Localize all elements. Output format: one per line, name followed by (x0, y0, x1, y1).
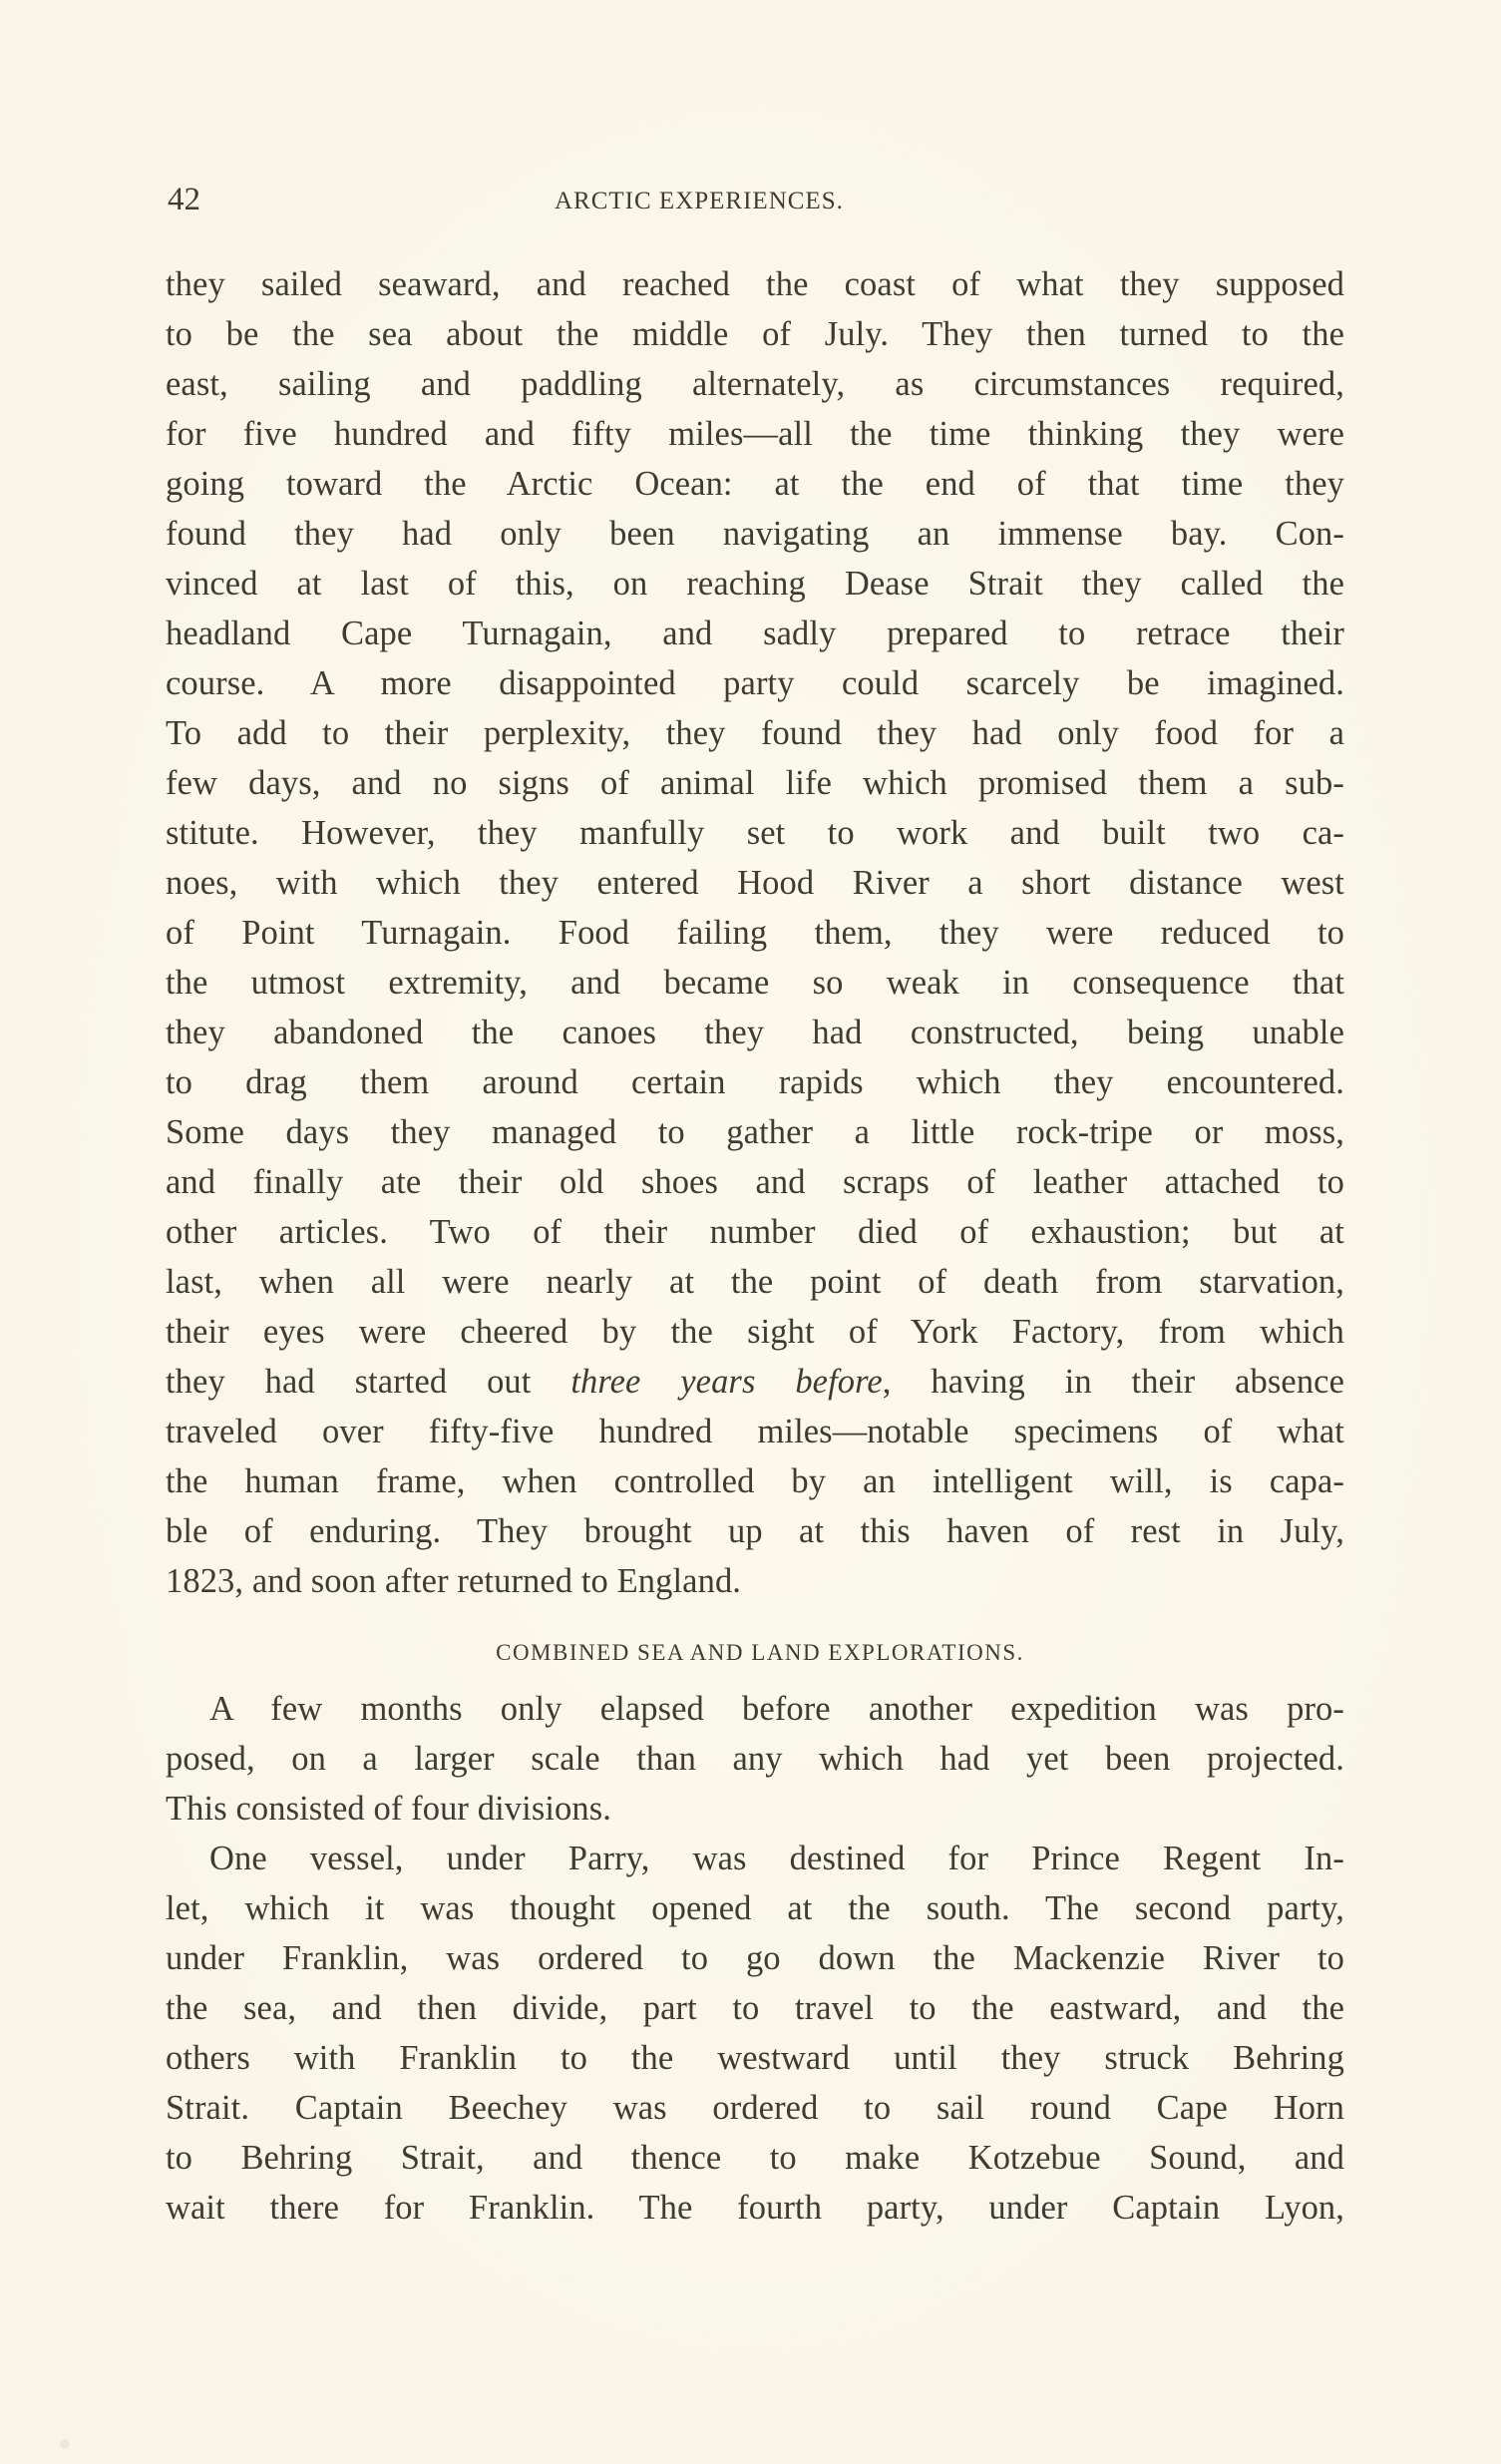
text-line: few days, and no signs of animal life which promised them a sub- (166, 764, 1344, 802)
text-line: other articles. Two of their number died of exhaustion; but at (166, 1213, 1344, 1251)
text-line: others with Franklin to the westward until they struck Behring (166, 2039, 1344, 2077)
page-number: 42 (168, 182, 200, 217)
text-line: to Behring Strait, and thence to make Kotzebue Sound, and (166, 2139, 1344, 2177)
text-segment: , having in their absence (882, 1363, 1344, 1401)
text-line: headland Cape Turnagain, and sadly prepared to retrace their (166, 615, 1344, 652)
text-line: course. A more disappointed party could scarcely be imagined. (166, 664, 1344, 702)
text-line: the human frame, when controlled by an intelligent will, is capa- (166, 1462, 1344, 1500)
text-line: east, sailing and paddling alternately, as circumstances required, (166, 365, 1344, 403)
section-heading: COMBINED SEA AND LAND EXPLORATIONS. (496, 1640, 1024, 1665)
running-title: ARCTIC EXPERIENCES. (555, 188, 844, 214)
text-line: A few months only elapsed before another expedition was pro- (209, 1690, 1344, 1728)
text-line: of Point Turnagain. Food failing them, they were reduced to (166, 914, 1344, 952)
text-line: the utmost extremity, and became so weak in consequence that (166, 964, 1344, 1002)
text-line: the sea, and then divide, part to travel to the eastward, and the (166, 1989, 1344, 2027)
running-head (168, 182, 1344, 221)
text-line: wait there for Franklin. The fourth party, under Captain Lyon, (166, 2189, 1344, 2227)
text-line: This consisted of four divisions. (166, 1790, 611, 1828)
text-line: noes, with which they entered Hood River a short distance west (166, 864, 1344, 902)
italic-emphasis: three years before (570, 1363, 883, 1401)
text-line: to be the sea about the middle of July. They then turned to the (166, 315, 1344, 353)
text-line: for five hundred and fifty miles—all the time thinking they were (166, 415, 1344, 453)
text-line: they sailed seaward, and reached the coast of what they supposed (166, 265, 1344, 303)
text-segment: they had started out (166, 1363, 571, 1401)
text-line: last, when all were nearly at the point of death from starvation, (166, 1263, 1344, 1301)
text-line: under Franklin, was ordered to go down the Mackenzie River to (166, 1939, 1344, 1977)
text-line: found they had only been navigating an immense bay. Con- (166, 515, 1344, 553)
paragraph-2 (166, 1684, 1344, 1834)
text-line: they abandoned the canoes they had constructed, being unable (166, 1014, 1344, 1051)
text-line: ble of enduring. They brought up at this haven of rest in July, (166, 1512, 1344, 1550)
text-line: to drag them around certain rapids which they encountered. (166, 1063, 1344, 1101)
text-line-with-italic (166, 1357, 1344, 1407)
body-text (166, 259, 1344, 2233)
paragraph-1 (166, 259, 1344, 1606)
paragraph-3 (166, 1834, 1344, 2233)
text-line: Some days they managed to gather a little rock-tripe or moss, (166, 1113, 1344, 1151)
text-line: traveled over fifty-five hundred miles—notable specimens of what (166, 1413, 1344, 1450)
paper-blemish (60, 2439, 70, 2449)
text-line: 1823, and soon after returned to England. (166, 1562, 742, 1600)
text-line: stitute. However, they manfully set to work and built two ca- (166, 814, 1344, 852)
text-line: vinced at last of this, on reaching Dease Strait they called the (166, 565, 1344, 603)
text-line: their eyes were cheered by the sight of York Factory, from which (166, 1313, 1344, 1351)
text-line: Strait. Captain Beechey was ordered to sail round Cape Horn (166, 2089, 1344, 2127)
text-line: and finally ate their old shoes and scraps of leather attached to (166, 1163, 1344, 1201)
text-line: going toward the Arctic Ocean: at the end of that time they (166, 465, 1344, 503)
text-line: let, which it was thought opened at the south. The second party, (166, 1889, 1344, 1927)
text-line: posed, on a larger scale than any which had yet been projected. (166, 1740, 1344, 1778)
text-line: One vessel, under Parry, was destined for Prince Regent In- (209, 1840, 1344, 1877)
text-line: To add to their perplexity, they found they had only food for a (166, 714, 1344, 752)
